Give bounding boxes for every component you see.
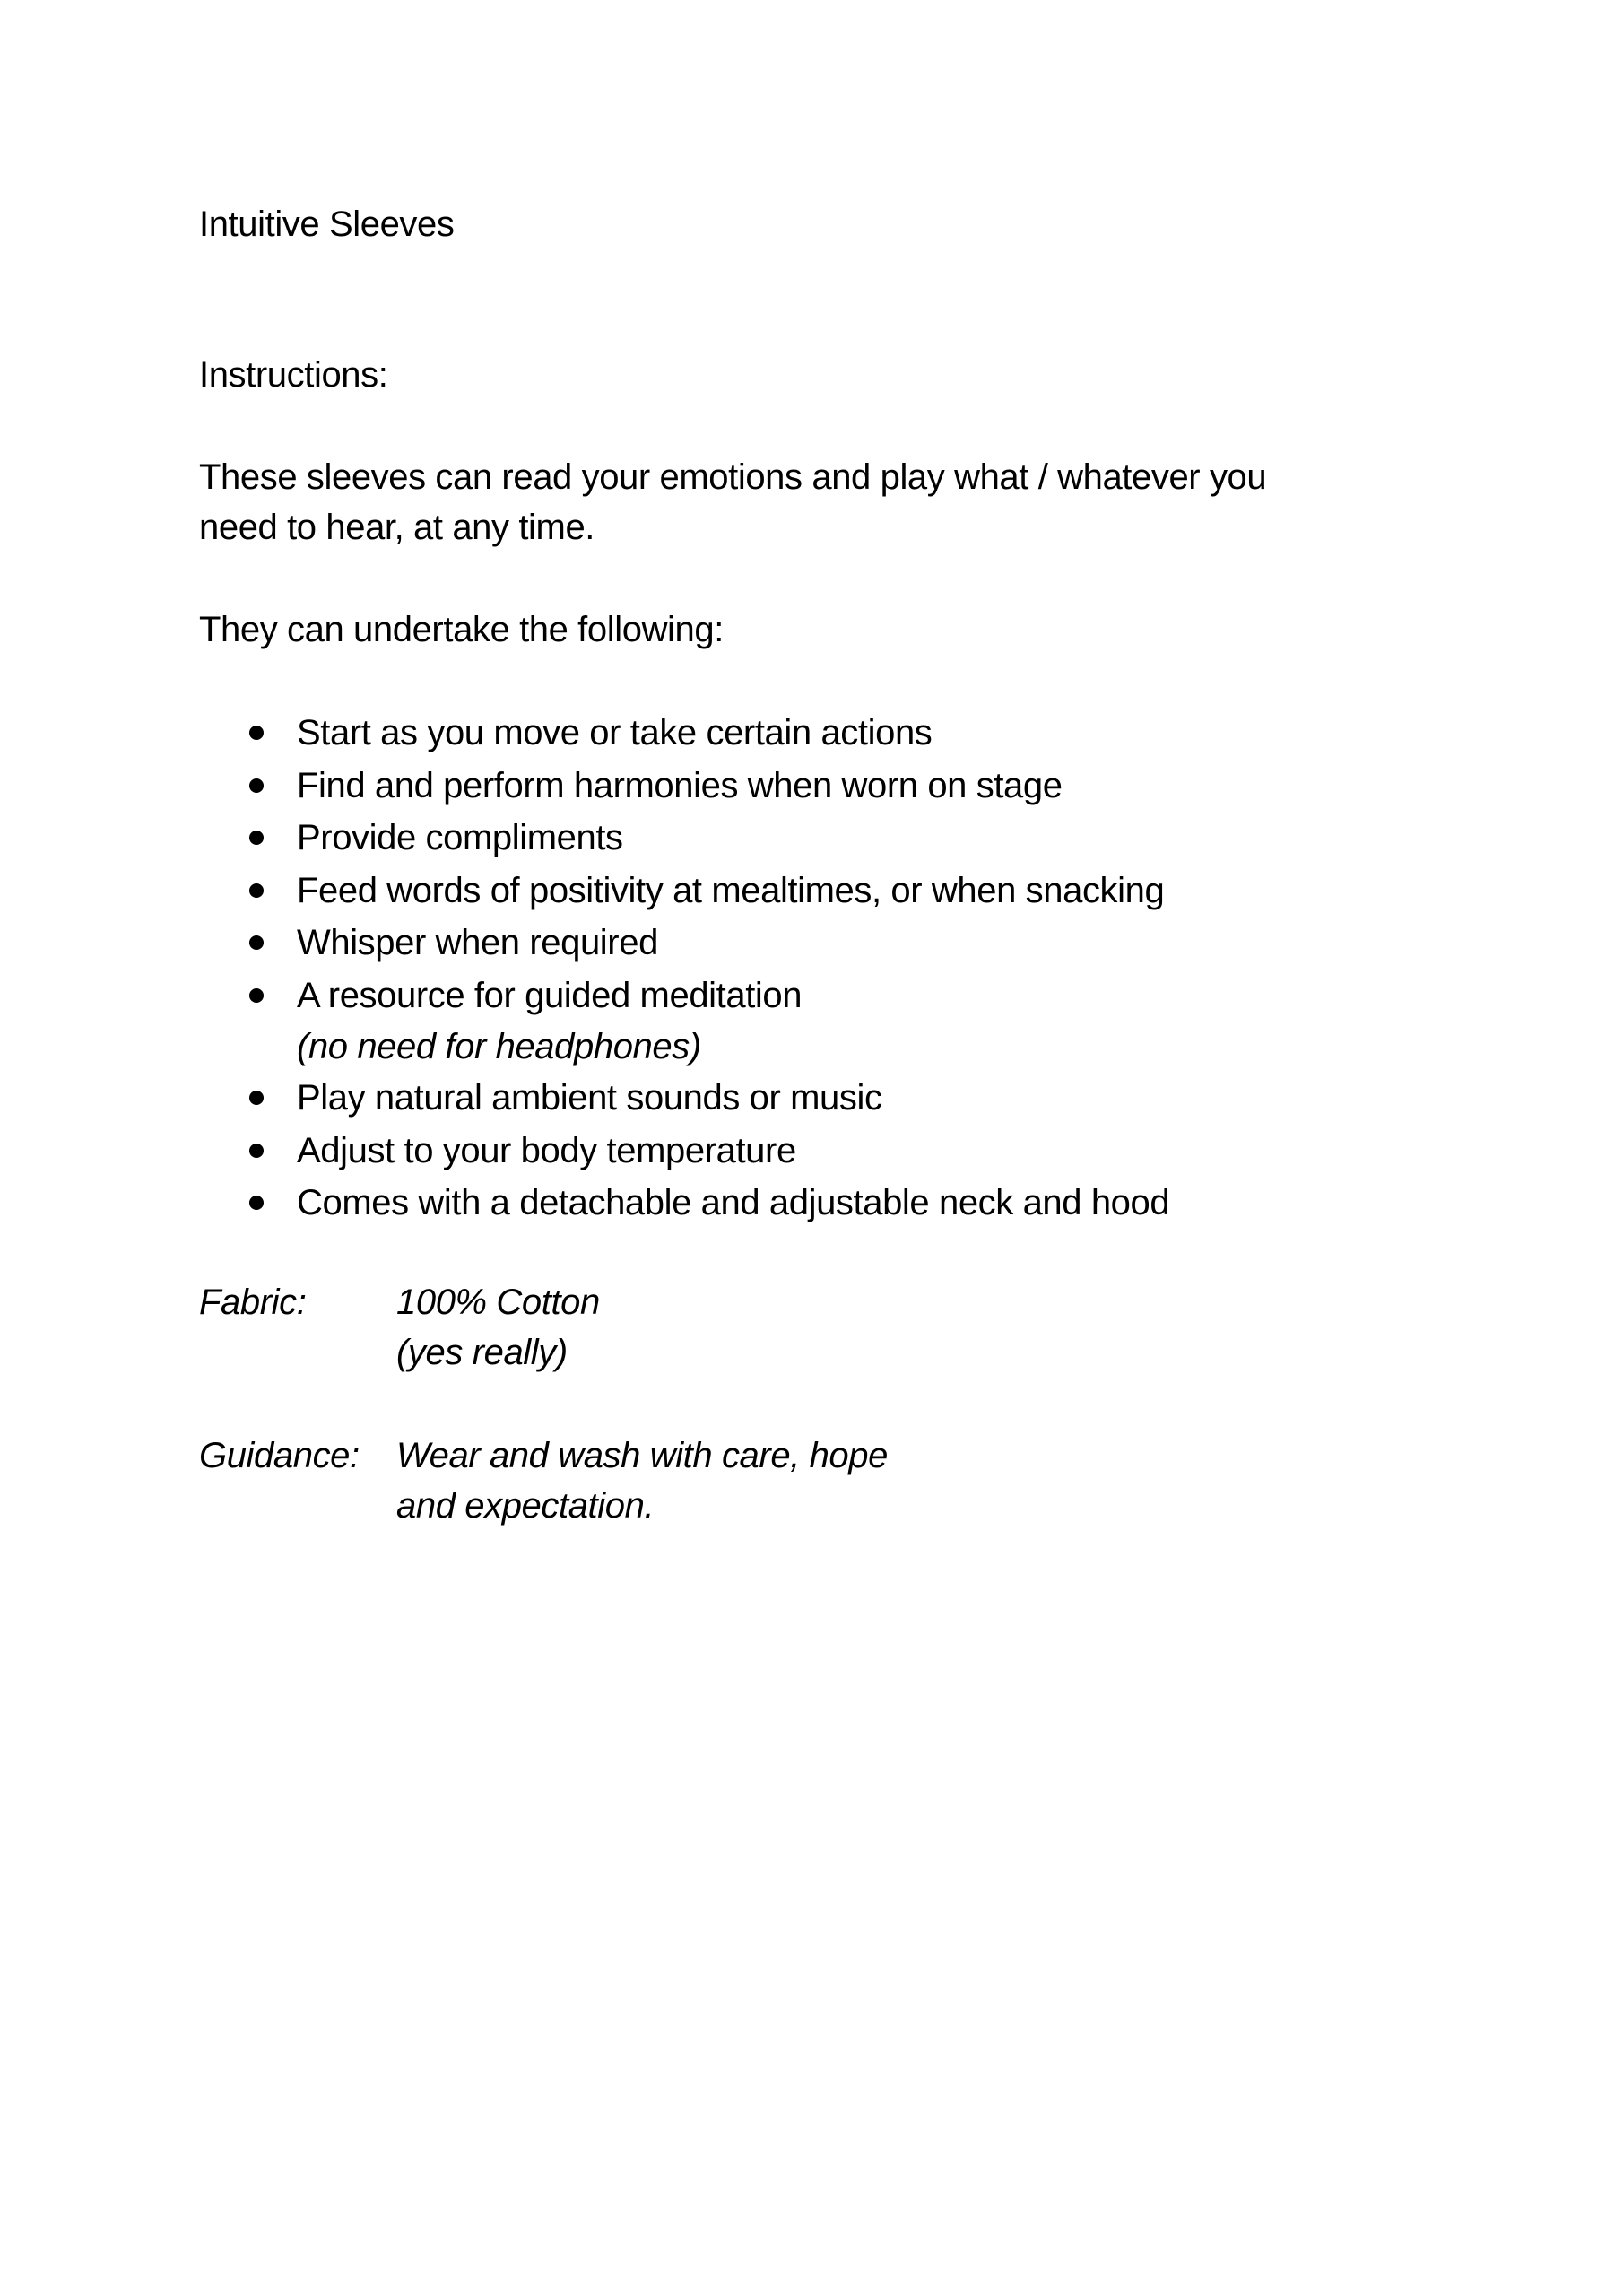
feature-text: Feed words of positivity at mealtimes, or when snacking xyxy=(297,870,1165,910)
bullet-icon xyxy=(249,831,264,845)
list-item xyxy=(0,707,1169,760)
guidance-line: Wear and wash with care, hope xyxy=(396,1436,888,1475)
feature-text: Whisper when required xyxy=(297,923,658,962)
list-item xyxy=(0,760,1169,813)
fabric-label: Fabric: xyxy=(199,1283,307,1322)
intro-paragraph xyxy=(199,452,1436,552)
list-item xyxy=(0,1125,1169,1178)
bullet-icon xyxy=(249,1144,264,1158)
fabric-line: 100% Cotton xyxy=(396,1283,600,1322)
feature-text: A resource for guided meditation xyxy=(297,975,803,1015)
list-item xyxy=(0,812,1169,865)
feature-text: Comes with a detachable and adjustable neck and hood xyxy=(297,1183,1170,1222)
list-item xyxy=(0,1072,1169,1125)
fabric-line: (yes really) xyxy=(396,1333,568,1372)
list-item xyxy=(0,1177,1169,1230)
feature-text: Adjust to your body temperature xyxy=(297,1130,796,1170)
list-item xyxy=(0,970,1169,1073)
guidance-value xyxy=(396,1431,888,1531)
fabric-value xyxy=(396,1277,600,1378)
bullet-icon xyxy=(249,1091,264,1105)
features-lead: They can undertake the following: xyxy=(199,610,724,649)
instructions-heading: Instructions: xyxy=(199,355,388,395)
feature-text: Start as you move or take certain actions xyxy=(297,713,933,752)
list-item xyxy=(0,917,1169,970)
bullet-icon xyxy=(249,726,264,740)
bullet-icon xyxy=(249,1196,264,1210)
list-item xyxy=(0,865,1169,918)
guidance-label: Guidance: xyxy=(199,1436,360,1475)
feature-text: Find and perform harmonies when worn on stage xyxy=(297,765,1063,805)
intro-line: These sleeves can read your emotions and play what / whatever you xyxy=(199,457,1267,497)
feature-note: (no need for headphones) xyxy=(297,1027,701,1066)
bullet-icon xyxy=(249,988,264,1003)
bullet-icon xyxy=(249,935,264,950)
feature-list xyxy=(0,707,1169,1230)
intro-line: need to hear, at any time. xyxy=(199,508,595,547)
guidance-line: and expectation. xyxy=(396,1486,655,1526)
document-title: Intuitive Sleeves xyxy=(199,204,455,244)
feature-text: Play natural ambient sounds or music xyxy=(297,1078,882,1118)
bullet-icon xyxy=(249,883,264,898)
feature-text: Provide compliments xyxy=(297,818,623,857)
bullet-icon xyxy=(249,778,264,793)
